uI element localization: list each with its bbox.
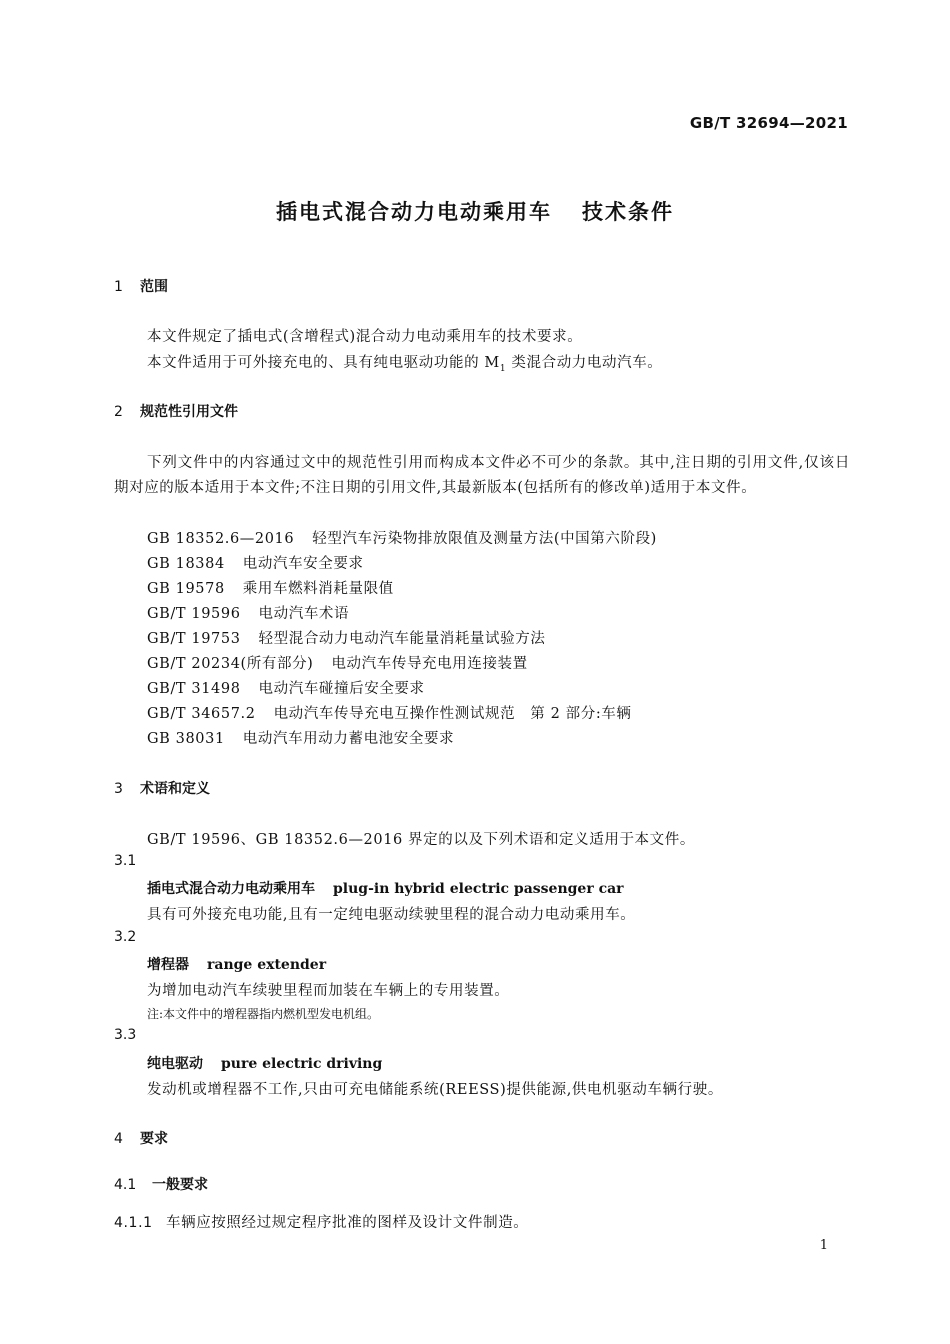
reference-title: 电动汽车传导充电互操作性测试规范 第 2 部分:车辆 [273, 706, 632, 722]
page-number: 1 [819, 1238, 828, 1253]
normative-intro: 下列文件中的内容通过文中的规范性引用而构成本文件必不可少的条款。其中,注日期的引用文件,仅该日期对应的版本适用于本文件;不注日期的引用文件,其最新版本(包括所有的修改单)适用于本文件。 [114, 455, 850, 496]
clause-4-1-1 [114, 1211, 528, 1232]
term-note: 注:本文件中的增程器指内燃机型发电机组。 [147, 1007, 380, 1021]
section-number: 3 [114, 781, 123, 797]
section-1-heading [114, 276, 168, 296]
reference-item [147, 602, 349, 623]
section-number: 2 [114, 404, 123, 420]
term-definition: 发动机或增程器不工作,只由可充电储能系统(REESS)提供能源,供电机驱动车辆行驶。 [147, 1082, 723, 1098]
term-heading [147, 954, 326, 974]
reference-title: 乘用车燃料消耗量限值 [242, 581, 394, 597]
reference-code: GB 18384 [147, 556, 225, 572]
clause-text: 车辆应按照经过规定程序批准的图样及设计文件制造。 [166, 1215, 529, 1231]
section-number: 1 [114, 279, 123, 295]
reference-item [147, 677, 425, 698]
reference-title: 电动汽车用动力蓄电池安全要求 [242, 731, 455, 747]
term-number: 3.1 [114, 853, 137, 869]
term-number: 3.3 [114, 1027, 137, 1043]
term-zh: 纯电驱动 [147, 1056, 203, 1072]
section-title: 要求 [140, 1131, 168, 1147]
term-number: 3.2 [114, 929, 137, 945]
reference-code: GB/T 34657.2 [147, 706, 256, 722]
term-definition: 具有可外接充电功能,且有一定纯电驱动续驶里程的混合动力电动乘用车。 [147, 907, 636, 923]
section-3-heading [114, 778, 210, 798]
section-number: 4 [114, 1131, 123, 1147]
reference-title: 电动汽车碰撞后安全要求 [258, 681, 425, 697]
title-part1: 插电式混合动力电动乘用车 [276, 200, 552, 224]
reference-item [147, 652, 528, 673]
term-zh: 增程器 [147, 957, 189, 973]
scope-text-end: 类混合动力电动汽车。 [506, 355, 663, 371]
term-heading [147, 1053, 382, 1073]
section-title: 范围 [140, 279, 168, 295]
reference-item [147, 702, 632, 723]
subsection-number: 4.1 [114, 1177, 137, 1193]
scope-text: 本文件适用于可外接充电的、具有纯电驱动功能的 M [147, 355, 500, 371]
title-part2: 技术条件 [582, 200, 674, 224]
term-zh: 插电式混合动力电动乘用车 [147, 881, 315, 897]
term-heading [147, 878, 624, 898]
reference-code: GB/T 19596 [147, 606, 241, 622]
reference-code: GB/T 20234(所有部分) [147, 656, 314, 672]
reference-item [147, 627, 545, 648]
reference-item [147, 577, 394, 598]
reference-title: 电动汽车术语 [258, 606, 350, 622]
section-title: 术语和定义 [140, 781, 210, 797]
reference-code: GB 19578 [147, 581, 225, 597]
document-title [0, 196, 950, 226]
section-title: 规范性引用文件 [140, 404, 238, 420]
reference-item [147, 527, 657, 548]
reference-code: GB/T 31498 [147, 681, 241, 697]
section-4-heading [114, 1128, 168, 1148]
term-en: plug-in hybrid electric passenger car [333, 881, 624, 897]
section-2-heading [114, 401, 238, 421]
reference-item [147, 727, 454, 748]
reference-title: 电动汽车安全要求 [242, 556, 364, 572]
reference-title: 轻型汽车污染物排放限值及测量方法(中国第六阶段) [312, 531, 657, 547]
terms-intro: GB/T 19596、GB 18352.6—2016 界定的以及下列术语和定义适用于本文件。 [147, 832, 695, 848]
subsection-title: 一般要求 [152, 1177, 208, 1193]
term-en: range extender [207, 957, 327, 973]
clause-number: 4.1.1 [114, 1215, 153, 1231]
subsection-4-1-heading [114, 1174, 208, 1194]
reference-code: GB 38031 [147, 731, 225, 747]
term-en: pure electric driving [221, 1056, 383, 1072]
reference-item [147, 552, 364, 573]
scope-paragraph-1: 本文件规定了插电式(含增程式)混合动力电动乘用车的技术要求。 [147, 329, 583, 345]
standard-number: GB/T 32694—2021 [689, 114, 848, 132]
subscript: 1 [499, 363, 507, 374]
reference-code: GB/T 19753 [147, 631, 241, 647]
reference-title: 轻型混合动力电动汽车能量消耗量试验方法 [258, 631, 546, 647]
reference-title: 电动汽车传导充电用连接装置 [331, 656, 528, 672]
reference-code: GB 18352.6—2016 [147, 531, 295, 547]
term-definition: 为增加电动汽车续驶里程而加装在车辆上的专用装置。 [147, 983, 510, 999]
scope-paragraph-2 [147, 351, 662, 374]
